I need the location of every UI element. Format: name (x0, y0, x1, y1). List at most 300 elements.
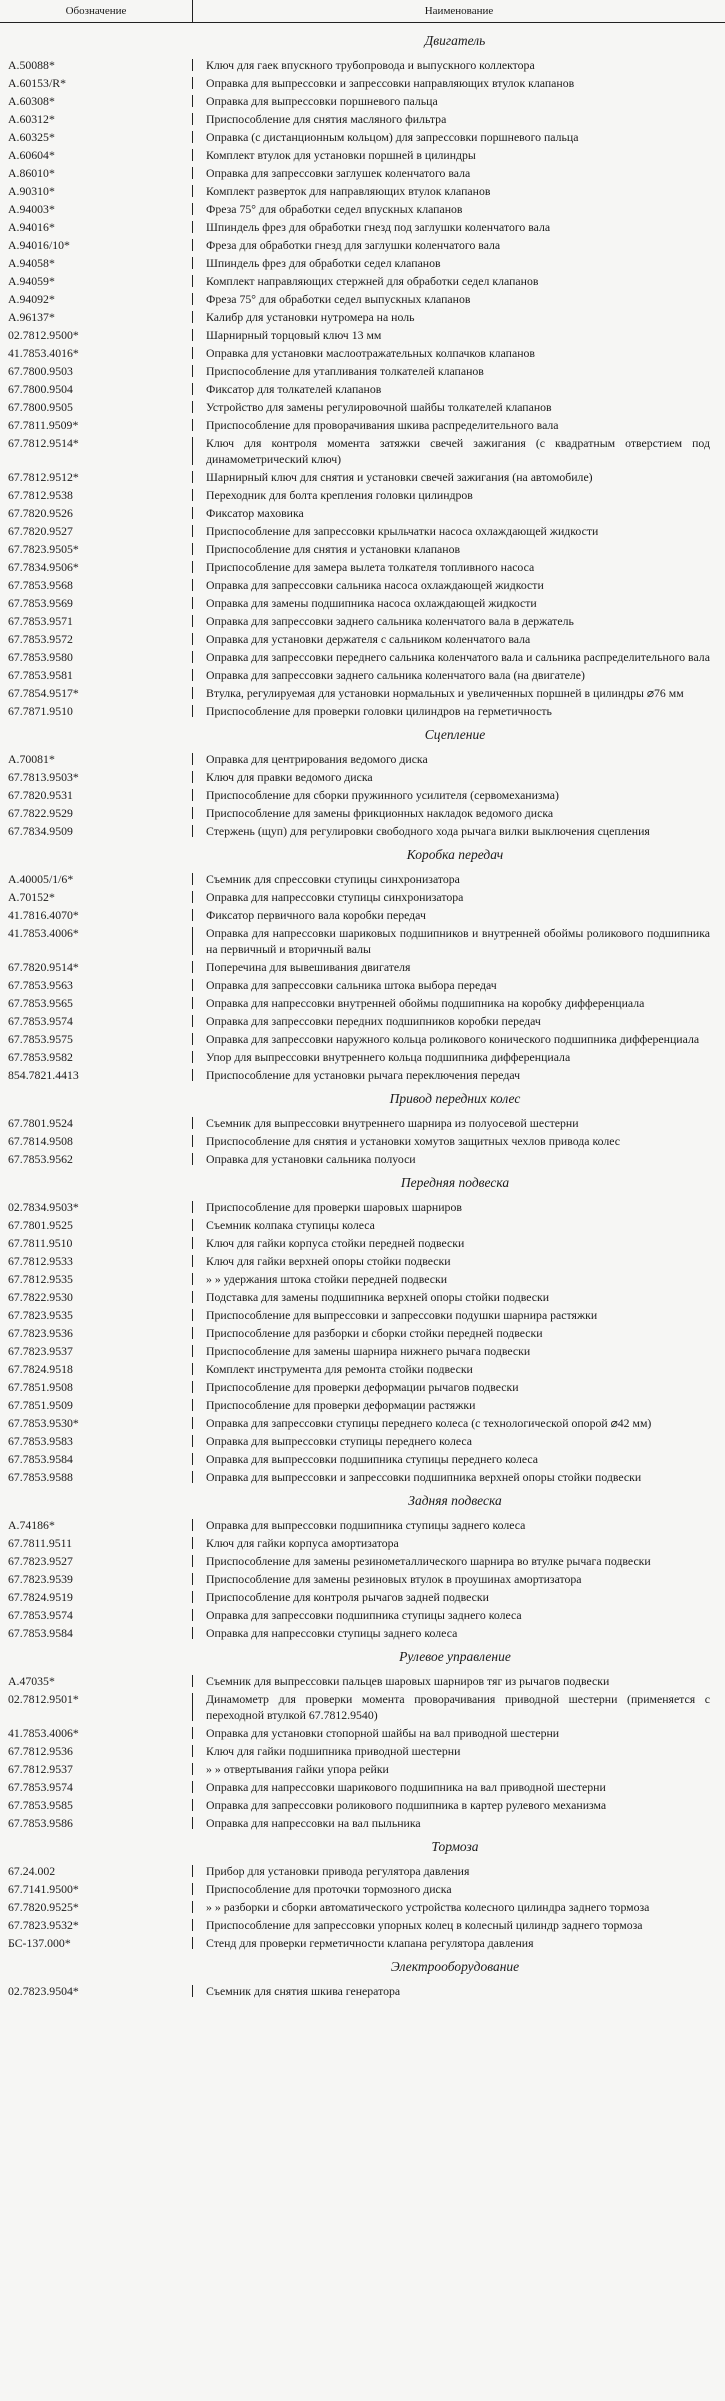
catalog-row (0, 559, 725, 575)
row-divider (192, 1291, 193, 1303)
part-name: Стенд для проверки герметичности клапана регулятора давления (206, 1936, 534, 1950)
row-divider (192, 1591, 193, 1603)
catalog-row (0, 1917, 725, 1933)
part-code: 67.7853.9584 (8, 1452, 73, 1466)
catalog-row (0, 907, 725, 923)
part-name: » » разборки и сборки автоматического устройства колесного цилиндра заднего тормоза (206, 1900, 650, 1914)
row-divider (192, 1417, 193, 1429)
catalog-row (0, 631, 725, 647)
part-code: А.94003* (8, 202, 55, 216)
part-name: Прибор для установки привода регулятора давления (206, 1864, 470, 1878)
row-divider (192, 525, 193, 537)
catalog-row (0, 237, 725, 253)
row-divider (192, 1435, 193, 1447)
part-code: 67.7853.9562 (8, 1152, 73, 1166)
part-name: Оправка для выпрессовки подшипника ступицы переднего колеса (206, 1452, 538, 1466)
row-divider (192, 1763, 193, 1775)
part-name: Оправка для выпрессовки ступицы переднего колеса (206, 1434, 473, 1448)
part-code: 67.7811.9511 (8, 1536, 73, 1550)
part-name: Оправка для запрессовки заднего сальника коленчатого вала в держатель (206, 614, 574, 628)
part-code: А.94092* (8, 292, 55, 306)
section-title: Рулевое управление (399, 1649, 511, 1664)
part-code: 67.7853.9530* (8, 1416, 79, 1430)
part-name: Приспособление для замены резинометаллического шарнира во втулке рычага подвески (206, 1554, 651, 1568)
part-code: 67.7853.9574 (8, 1014, 73, 1028)
part-name: Оправка для выпрессовки и запрессовки направляющих втулок клапанов (206, 76, 575, 90)
part-code: 67.7800.9503 (8, 364, 73, 378)
catalog-row (0, 1535, 725, 1551)
catalog-row (0, 381, 725, 397)
catalog-row (0, 1899, 725, 1915)
part-code: 67.7871.9510 (8, 704, 73, 718)
part-name: » » удержания штока стойки передней подвески (206, 1272, 448, 1286)
column-header-code: Обозначение (0, 0, 193, 22)
catalog-row (0, 417, 725, 433)
part-name: Съемник для выпрессовки пальцев шаровых шарниров тяг из рычагов подвески (206, 1674, 610, 1688)
catalog-row (0, 57, 725, 73)
part-name: Шпиндель фрез для обработки гнезд под заглушки коленчатого вала (206, 220, 551, 234)
part-name: Оправка для напрессовки на вал пыльника (206, 1816, 421, 1830)
catalog-row (0, 1797, 725, 1813)
row-divider (192, 1919, 193, 1931)
part-name: Оправка для запрессовки переднего сальника коленчатого вала и сальника распределительного вала (206, 650, 710, 664)
catalog-row (0, 1067, 725, 1083)
row-divider (192, 149, 193, 161)
part-name: Ключ для гайки корпуса стойки передней подвески (206, 1236, 465, 1250)
part-name: Оправка для запрессовки передних подшипников коробки передач (206, 1014, 541, 1028)
part-code: 67.7820.9526 (8, 506, 73, 520)
section-title: Привод передних колес (389, 1091, 521, 1106)
part-name: Оправка для напрессовки шарикового подшипника на вал приводной шестерни (206, 1780, 606, 1794)
part-code: А.60325* (8, 130, 55, 144)
part-code: А.60604* (8, 148, 55, 162)
row-divider (192, 579, 193, 591)
part-name: Ключ для гайки корпуса амортизатора (206, 1536, 399, 1550)
part-name: Оправка для запрессовки роликового подшипника в картер рулевого механизма (206, 1798, 607, 1812)
part-name: Оправка для замены подшипника насоса охлаждающей жидкости (206, 596, 537, 610)
part-name: Комплект направляющих стержней для обработки седел клапанов (206, 274, 539, 288)
part-name: Приспособление для разборки и сборки стойки передней подвески (206, 1326, 543, 1340)
part-code: 67.7853.9586 (8, 1816, 73, 1830)
part-name: Шарнирный ключ для снятия и установки свечей зажигания (на автомобиле) (206, 470, 593, 484)
part-name: Оправка для напрессовки шариковых подшипников и внутренней обоймы роликового подшипника на первичный и вторичный валы (206, 926, 710, 956)
row-divider (192, 1273, 193, 1285)
part-name: Ключ для контроля момента затяжки свечей зажигания (с квадратным отверстием под динамометрический ключ) (206, 436, 710, 466)
catalog-row (0, 1863, 725, 1879)
part-code: 67.7820.9531 (8, 788, 73, 802)
part-code: А.60312* (8, 112, 55, 126)
part-code: 67.7853.9571 (8, 614, 73, 628)
row-divider (192, 1937, 193, 1949)
row-divider (192, 77, 193, 89)
section-title: Коробка передач (406, 847, 504, 862)
part-code: 67.7820.9514* (8, 960, 79, 974)
catalog-row (0, 649, 725, 665)
row-divider (192, 1573, 193, 1585)
catalog-row (0, 505, 725, 521)
catalog-row (0, 1433, 725, 1449)
catalog-row (0, 1881, 725, 1897)
part-name: Оправка для напрессовки внутренней обоймы подшипника на коробку дифференциала (206, 996, 645, 1010)
row-divider (192, 1817, 193, 1829)
part-name: Фиксатор первичного вала коробки передач (206, 908, 426, 922)
part-code: А.60308* (8, 94, 55, 108)
part-name: Съемник для выпрессовки внутреннего шарнира из полуосевой шестерни (206, 1116, 579, 1130)
part-code: 41.7816.4070* (8, 908, 79, 922)
catalog-row (0, 129, 725, 145)
row-divider (192, 471, 193, 483)
part-code: 67.7834.9506* (8, 560, 79, 574)
part-code: 67.7811.9510 (8, 1236, 73, 1250)
row-divider (192, 1153, 193, 1165)
part-code: 67.7853.9585 (8, 1798, 73, 1812)
part-code: 67.7812.9538 (8, 488, 73, 502)
catalog-row (0, 1151, 725, 1167)
row-divider (192, 979, 193, 991)
row-divider (192, 489, 193, 501)
part-code: 67.7853.9572 (8, 632, 73, 646)
part-code: А.96137* (8, 310, 55, 324)
row-divider (192, 825, 193, 837)
catalog-row (0, 147, 725, 163)
part-code: 67.7814.9508 (8, 1134, 73, 1148)
row-divider (192, 131, 193, 143)
catalog-row (0, 871, 725, 887)
catalog-row (0, 541, 725, 557)
part-name: Оправка для запрессовки сальника насоса охлаждающей жидкости (206, 578, 544, 592)
catalog-row (0, 1289, 725, 1305)
catalog-row (0, 219, 725, 235)
row-divider (192, 561, 193, 573)
part-name: Оправка для выпрессовки поршневого пальца (206, 94, 438, 108)
catalog-row (0, 1815, 725, 1831)
catalog-row (0, 823, 725, 839)
part-name: Стержень (щуп) для регулировки свободного хода рычага вилки выключения сцепления (206, 824, 650, 838)
row-divider (192, 597, 193, 609)
part-name: Оправка для запрессовки подшипника ступицы заднего колеса (206, 1608, 522, 1622)
row-divider (192, 1693, 193, 1721)
row-divider (192, 1117, 193, 1129)
catalog-row (0, 1743, 725, 1759)
row-divider (192, 1555, 193, 1567)
part-name: Оправка для выпрессовки подшипника ступицы заднего колеса (206, 1518, 526, 1532)
catalog-row (0, 1397, 725, 1413)
part-name: Оправка для запрессовки сальника штока выбора передач (206, 978, 497, 992)
part-name: Оправка для запрессовки наружного кольца роликового конического подшипника дифференциала (206, 1032, 700, 1046)
row-divider (192, 1537, 193, 1549)
catalog-row (0, 523, 725, 539)
catalog-row (0, 291, 725, 307)
part-code: 67.7800.9505 (8, 400, 73, 414)
catalog-row (0, 1253, 725, 1269)
row-divider (192, 1985, 193, 1997)
row-divider (192, 1015, 193, 1027)
part-name: Приспособление для проверки шаровых шарниров (206, 1200, 462, 1214)
part-code: 67.7853.9563 (8, 978, 73, 992)
catalog-row (0, 751, 725, 767)
part-name: Комплект втулок для установки поршней в цилиндры (206, 148, 476, 162)
row-divider (192, 401, 193, 413)
catalog-row (0, 327, 725, 343)
part-code: 67.7812.9512* (8, 470, 79, 484)
part-code: 67.7851.9509 (8, 1398, 73, 1412)
catalog-row (0, 1217, 725, 1233)
part-name: Приспособление для снятия и установки хомутов защитных чехлов привода колес (206, 1134, 620, 1148)
part-code: 67.7853.9574 (8, 1608, 73, 1622)
catalog-row (0, 363, 725, 379)
row-divider (192, 221, 193, 233)
catalog-row (0, 925, 725, 957)
part-code: 67.7823.9535 (8, 1308, 73, 1322)
row-divider (192, 383, 193, 395)
part-name: Приспособление для замены шарнира нижнего рычага подвески (206, 1344, 531, 1358)
catalog-row (0, 1589, 725, 1605)
row-divider (192, 1135, 193, 1147)
section-title: Тормоза (431, 1839, 479, 1854)
part-code: 67.7822.9530 (8, 1290, 73, 1304)
row-divider (192, 615, 193, 627)
row-divider (192, 633, 193, 645)
row-divider (192, 311, 193, 323)
row-divider (192, 909, 193, 921)
catalog-row (0, 1725, 725, 1741)
row-divider (192, 347, 193, 359)
catalog-row (0, 1031, 725, 1047)
part-name: Приспособление для проворачивания шкива распределительного вала (206, 418, 559, 432)
part-code: 67.7812.9533 (8, 1254, 73, 1268)
row-divider (192, 753, 193, 765)
part-name: Приспособление для замера вылета толкателя топливного насоса (206, 560, 535, 574)
part-code: 67.7853.9569 (8, 596, 73, 610)
row-divider (192, 1745, 193, 1757)
catalog-row (0, 1761, 725, 1777)
part-code: 67.7801.9525 (8, 1218, 73, 1232)
catalog-row (0, 1379, 725, 1395)
part-code: 67.7853.9575 (8, 1032, 73, 1046)
row-divider (192, 1345, 193, 1357)
catalog-row (0, 1469, 725, 1485)
part-code: 67.7800.9504 (8, 382, 73, 396)
part-name: Ключ для гаек впускного трубопровода и выпускного коллектора (206, 58, 535, 72)
part-name: Устройство для замены регулировочной шайбы толкателей клапанов (206, 400, 552, 414)
row-divider (192, 59, 193, 71)
part-name: Оправка для запрессовки заглушек коленчатого вала (206, 166, 471, 180)
row-divider (192, 1781, 193, 1793)
part-name: Приспособление для проверки деформации рычагов подвески (206, 1380, 519, 1394)
catalog-row (0, 787, 725, 803)
part-name: Оправка для напрессовки ступицы заднего колеса (206, 1626, 458, 1640)
part-code: 67.7820.9527 (8, 524, 73, 538)
catalog-row (0, 1673, 725, 1689)
catalog-row (0, 1553, 725, 1569)
row-divider (192, 873, 193, 885)
row-divider (192, 1381, 193, 1393)
part-name: Приспособление для замены фрикционных накладок ведомого диска (206, 806, 554, 820)
part-code: А.74186* (8, 1518, 55, 1532)
catalog-row (0, 487, 725, 503)
row-divider (192, 1901, 193, 1913)
part-code: А.86010* (8, 166, 55, 180)
catalog-row (0, 769, 725, 785)
part-code: 67.7853.9582 (8, 1050, 73, 1064)
row-divider (192, 1453, 193, 1465)
part-name: Оправка для установки держателя с сальником коленчатого вала (206, 632, 531, 646)
row-divider (192, 1471, 193, 1483)
catalog-row (0, 183, 725, 199)
catalog-row (0, 1199, 725, 1215)
catalog-row (0, 309, 725, 325)
part-code: А.94016/10* (8, 238, 70, 252)
part-name: Оправка для запрессовки заднего сальника коленчатого вала (на двигателе) (206, 668, 585, 682)
part-code: 41.7853.4006* (8, 926, 79, 940)
catalog-row (0, 201, 725, 217)
row-divider (192, 419, 193, 431)
row-divider (192, 275, 193, 287)
part-code: А.50088* (8, 58, 55, 72)
part-code: 67.7853.9583 (8, 1434, 73, 1448)
part-name: Съемник колпака ступицы колеса (206, 1218, 375, 1232)
catalog-row (0, 685, 725, 701)
catalog-row (0, 111, 725, 127)
part-name: Фиксатор маховика (206, 506, 304, 520)
row-divider (192, 927, 193, 955)
part-name: Съемник для спрессовки ступицы синхронизатора (206, 872, 460, 886)
part-code: 67.7812.9537 (8, 1762, 73, 1776)
part-name: Ключ для гайки верхней опоры стойки подвески (206, 1254, 451, 1268)
catalog-row (0, 577, 725, 593)
column-header-name: Наименование (424, 5, 494, 17)
part-code: 02.7834.9503* (8, 1200, 79, 1214)
catalog-row (0, 1935, 725, 1951)
catalog-row (0, 613, 725, 629)
part-code: 02.7823.9504* (8, 1984, 79, 1998)
part-code: 67.7824.9519 (8, 1590, 73, 1604)
catalog-row (0, 977, 725, 993)
part-code: 67.7853.9565 (8, 996, 73, 1010)
catalog-row (0, 435, 725, 467)
section-title: Сцепление (424, 727, 486, 742)
part-name: Приспособление для проверки деформации растяжки (206, 1398, 476, 1412)
part-name: Приспособление для проверки головки цилиндров на герметичность (206, 704, 552, 718)
catalog-row (0, 345, 725, 361)
part-code: 67.7823.9527 (8, 1554, 73, 1568)
part-code: А.47035* (8, 1674, 55, 1688)
part-name: Подставка для замены подшипника верхней опоры стойки подвески (206, 1290, 550, 1304)
part-code: 67.7853.9568 (8, 578, 73, 592)
row-divider (192, 365, 193, 377)
part-name: Поперечина для вывешивания двигателя (206, 960, 411, 974)
row-divider (192, 1799, 193, 1811)
section-title: Задняя подвеска (408, 1493, 502, 1508)
row-divider (192, 239, 193, 251)
part-code: 67.7824.9518 (8, 1362, 73, 1376)
catalog-row (0, 959, 725, 975)
part-code: 02.7812.9500* (8, 328, 79, 342)
part-name: Оправка для установки маслоотражательных колпачков клапанов (206, 346, 535, 360)
row-divider (192, 705, 193, 717)
catalog-row (0, 165, 725, 181)
part-code: А.94016* (8, 220, 55, 234)
part-code: 67.7853.9574 (8, 1780, 73, 1794)
section-title: Электрооборудование (390, 1959, 520, 1974)
row-divider (192, 1255, 193, 1267)
row-divider (192, 961, 193, 973)
catalog-row (0, 1325, 725, 1341)
part-code: 67.7811.9509* (8, 418, 79, 432)
part-name: Оправка для установки стопорной шайбы на вал приводной шестерни (206, 1726, 560, 1740)
part-name: Ключ для правки ведомого диска (206, 770, 373, 784)
catalog-row (0, 1607, 725, 1623)
table-header (0, 0, 725, 23)
part-name: Упор для выпрессовки внутреннего кольца подшипника дифференциала (206, 1050, 571, 1064)
row-divider (192, 1399, 193, 1411)
catalog-row (0, 1307, 725, 1323)
part-name: Фреза 75° для обработки седел выпускных клапанов (206, 292, 471, 306)
part-code: 41.7853.4006* (8, 1726, 79, 1740)
part-code: А.70152* (8, 890, 55, 904)
part-name: Ключ для гайки подшипника приводной шестерни (206, 1744, 461, 1758)
catalog-row (0, 703, 725, 719)
row-divider (192, 113, 193, 125)
part-name: Приспособление для контроля рычагов задней подвески (206, 1590, 489, 1604)
part-name: Оправка для установки сальника полуоси (206, 1152, 416, 1166)
part-code: 67.7801.9524 (8, 1116, 73, 1130)
row-divider (192, 891, 193, 903)
row-divider (192, 1327, 193, 1339)
part-name: Втулка, регулируемая для установки нормальных и увеличенных поршней в цилиндры ⌀76 мм (206, 686, 684, 700)
column-divider (192, 0, 193, 22)
row-divider (192, 1051, 193, 1063)
section-title: Передняя подвеска (400, 1175, 510, 1190)
row-divider (192, 329, 193, 341)
row-divider (192, 185, 193, 197)
part-name: » » отвертывания гайки упора рейки (206, 1762, 389, 1776)
part-code: 67.7812.9536 (8, 1744, 73, 1758)
catalog-row (0, 75, 725, 91)
part-code: 67.7823.9536 (8, 1326, 73, 1340)
row-divider (192, 543, 193, 555)
part-code: 67.7141.9500* (8, 1882, 79, 1896)
catalog-row (0, 273, 725, 289)
catalog-row (0, 995, 725, 1011)
part-name: Приспособление для запрессовки крыльчатки насоса охлаждающей жидкости (206, 524, 599, 538)
row-divider (192, 1069, 193, 1081)
part-code: 67.7851.9508 (8, 1380, 73, 1394)
part-name: Приспособление для сборки пружинного усилителя (сервомеханизма) (206, 788, 559, 802)
row-divider (192, 1627, 193, 1639)
catalog-row (0, 399, 725, 415)
part-name: Оправка (с дистанционным кольцом) для запрессовки поршневого пальца (206, 130, 579, 144)
row-divider (192, 789, 193, 801)
row-divider (192, 669, 193, 681)
part-name: Приспособление для проточки тормозного диска (206, 1882, 452, 1896)
row-divider (192, 1883, 193, 1895)
part-code: 67.7820.9525* (8, 1900, 79, 1914)
row-divider (192, 997, 193, 1009)
row-divider (192, 1363, 193, 1375)
part-code: БС-137.000* (8, 1936, 71, 1950)
row-divider (192, 687, 193, 699)
part-code: 67.7812.9514* (8, 436, 79, 450)
part-name: Калибр для установки нутромера на ноль (206, 310, 415, 324)
row-divider (192, 1219, 193, 1231)
row-divider (192, 1237, 193, 1249)
part-code: А.90310* (8, 184, 55, 198)
row-divider (192, 507, 193, 519)
row-divider (192, 1033, 193, 1045)
part-code: 67.24.002 (8, 1864, 56, 1878)
part-code: 67.7823.9537 (8, 1344, 73, 1358)
